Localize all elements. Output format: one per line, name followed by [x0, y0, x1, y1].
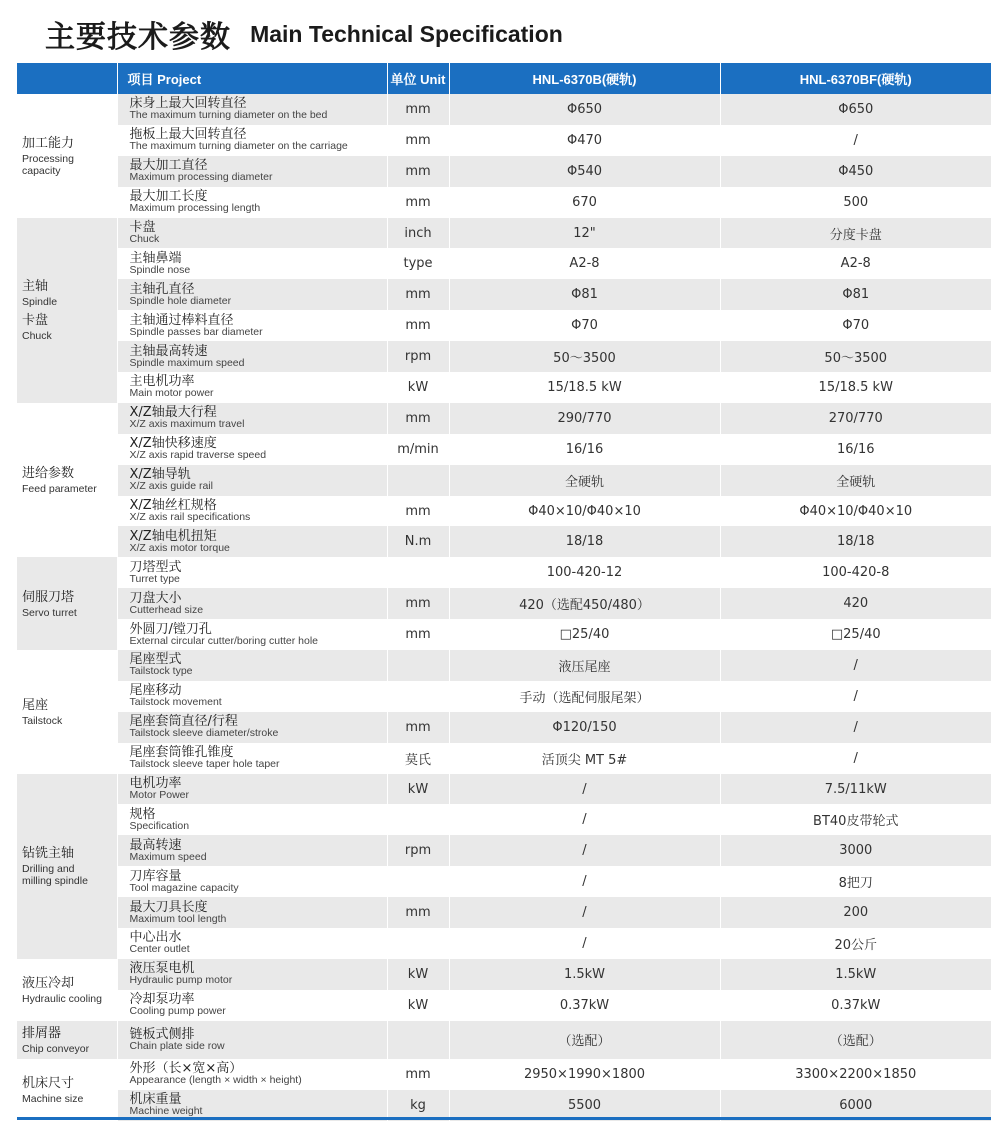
item-name-en: Maximum processing diameter — [129, 171, 273, 184]
item-name-cn: 刀盘大小 — [129, 590, 182, 606]
item-cell — [117, 557, 387, 588]
unit-cell: m/min — [387, 434, 449, 465]
group-label-cn: 卡盘 — [22, 313, 49, 329]
table-row — [17, 94, 991, 125]
table-row — [17, 218, 991, 249]
group-label-en: Chip conveyor — [22, 1042, 90, 1055]
table-row — [17, 866, 991, 897]
model-1-value: 100-420-12 — [449, 557, 720, 588]
item-name-en: The maximum turning diameter on the carriage — [129, 140, 348, 153]
model-2-value: 15/18.5 kW — [720, 372, 991, 403]
item-name-cn: 尾座套筒直径/行程 — [129, 714, 238, 730]
unit-cell — [387, 928, 449, 959]
table-row — [17, 465, 991, 496]
model-1-value: 420（选配450/480） — [449, 588, 720, 619]
table-row — [17, 1090, 991, 1121]
table-row — [17, 1059, 991, 1090]
group-label — [17, 218, 117, 403]
unit-cell: mm — [387, 94, 449, 125]
item-cell — [117, 959, 387, 990]
item-name-cn: 机床重量 — [129, 1092, 182, 1108]
item-name-en: X/Z axis rail specifications — [129, 511, 251, 524]
item-name-cn: X/Z轴导轨 — [129, 467, 191, 483]
table-row — [17, 650, 991, 681]
item-name-en: Cutterhead size — [129, 603, 204, 616]
group-label — [17, 1021, 117, 1059]
unit-cell: mm — [387, 156, 449, 187]
model-1-value: Φ470 — [449, 125, 720, 156]
item-name-en: Spindle passes bar diameter — [129, 325, 263, 338]
table-row — [17, 279, 991, 310]
model-1-value: 1.5kW — [449, 959, 720, 990]
item-cell — [117, 681, 387, 712]
model-2-value: 1.5kW — [720, 959, 991, 990]
unit-cell: kg — [387, 1090, 449, 1121]
model-2-value: 7.5/11kW — [720, 774, 991, 805]
model-1-value: / — [449, 928, 720, 959]
model-1-value: 670 — [449, 187, 720, 218]
item-cell — [117, 156, 387, 187]
model-2-value: 16/16 — [720, 434, 991, 465]
item-name-en: Tailstock sleeve taper hole taper — [129, 758, 280, 771]
item-cell — [117, 1059, 387, 1090]
item-name-en: Tailstock movement — [129, 696, 222, 709]
item-name-cn: 最高转速 — [129, 837, 182, 853]
model-1-value: 液压尾座 — [449, 650, 720, 681]
item-name-cn: 主轴孔直径 — [129, 281, 195, 297]
table-row — [17, 310, 991, 341]
unit-cell: mm — [387, 588, 449, 619]
item-name-cn: X/Z轴最大行程 — [129, 405, 217, 421]
model-1-value: Φ120/150 — [449, 712, 720, 743]
table-row — [17, 187, 991, 218]
unit-cell: kW — [387, 774, 449, 805]
item-cell — [117, 619, 387, 650]
model-2-value: □25/40 — [720, 619, 991, 650]
unit-cell — [387, 804, 449, 835]
item-cell — [117, 496, 387, 527]
model-1-value: 15/18.5 kW — [449, 372, 720, 403]
item-cell — [117, 434, 387, 465]
unit-cell: N.m — [387, 526, 449, 557]
item-name-en: X/Z axis motor torque — [129, 541, 230, 554]
model-2-value: 20公斤 — [720, 928, 991, 959]
table-row — [17, 341, 991, 372]
model-2-value: / — [720, 743, 991, 774]
table-row — [17, 526, 991, 557]
group-label-en: Tailstock — [22, 714, 63, 727]
header-unit: 单位 Unit — [387, 63, 449, 94]
model-2-value: / — [720, 650, 991, 681]
unit-cell — [387, 557, 449, 588]
model-1-value: Φ540 — [449, 156, 720, 187]
item-name-en: Spindle maximum speed — [129, 356, 245, 369]
table-row — [17, 928, 991, 959]
model-1-value: Φ650 — [449, 94, 720, 125]
item-name-cn: 尾座移动 — [129, 683, 182, 699]
header-model-1: HNL-6370B(硬轨) — [449, 63, 720, 94]
item-cell — [117, 866, 387, 897]
group-label-cn: 尾座 — [22, 697, 49, 713]
model-2-value: 420 — [720, 588, 991, 619]
item-name-cn: 外圆刀/镗刀孔 — [129, 621, 212, 637]
item-cell — [117, 526, 387, 557]
item-cell — [117, 804, 387, 835]
item-name-cn: 最大刀具长度 — [129, 899, 208, 915]
model-2-value: / — [720, 712, 991, 743]
model-2-value: 3300×2200×1850 — [720, 1059, 991, 1090]
group-label-en: milling spindle — [22, 875, 88, 888]
model-2-value: Φ40×10/Φ40×10 — [720, 496, 991, 527]
item-name-en: External circular cutter/boring cutter hole — [129, 634, 319, 647]
unit-cell: kW — [387, 372, 449, 403]
item-name-cn: 链板式侧排 — [129, 1026, 195, 1042]
header-group — [17, 63, 117, 94]
item-name-cn: X/Z轴快移速度 — [129, 436, 217, 452]
model-2-value: 3000 — [720, 835, 991, 866]
item-name-en: Spindle nose — [129, 263, 191, 276]
unit-cell: type — [387, 248, 449, 279]
model-2-value: 100-420-8 — [720, 557, 991, 588]
model-1-value: □25/40 — [449, 619, 720, 650]
item-cell — [117, 279, 387, 310]
table-body — [17, 94, 991, 1121]
model-1-value: Φ40×10/Φ40×10 — [449, 496, 720, 527]
model-1-value: / — [449, 866, 720, 897]
item-name-cn: X/Z轴电机扭矩 — [129, 528, 217, 544]
unit-cell: mm — [387, 403, 449, 434]
unit-cell: mm — [387, 496, 449, 527]
group-label-en: Feed parameter — [22, 483, 97, 496]
unit-cell — [387, 866, 449, 897]
model-2-value: 全硬轨 — [720, 465, 991, 496]
item-name-en: Turret type — [129, 572, 180, 585]
group-label-cn: 液压冷却 — [22, 975, 75, 991]
model-1-value: 5500 — [449, 1090, 720, 1121]
model-2-value: BT40皮带轮式 — [720, 804, 991, 835]
item-cell — [117, 990, 387, 1021]
item-name-en: Tool magazine capacity — [129, 881, 239, 894]
item-name-en: X/Z axis rapid traverse speed — [129, 449, 267, 462]
page-title — [45, 12, 563, 56]
item-cell — [117, 1021, 387, 1059]
model-2-value: 200 — [720, 897, 991, 928]
table-row — [17, 897, 991, 928]
spec-table — [17, 63, 991, 1121]
item-name-en: Specification — [129, 819, 190, 832]
model-2-value: Φ70 — [720, 310, 991, 341]
model-2-value: 18/18 — [720, 526, 991, 557]
model-1-value: / — [449, 804, 720, 835]
item-name-en: Chain plate side row — [129, 1039, 225, 1052]
table-row — [17, 372, 991, 403]
model-2-value: 500 — [720, 187, 991, 218]
unit-cell: mm — [387, 1059, 449, 1090]
item-cell — [117, 588, 387, 619]
item-name-en: Motor Power — [129, 789, 190, 802]
model-2-value: 分度卡盘 — [720, 218, 991, 249]
item-cell — [117, 403, 387, 434]
item-name-cn: 中心出水 — [129, 930, 182, 946]
model-1-value: / — [449, 835, 720, 866]
table-row — [17, 1021, 991, 1059]
table-row — [17, 774, 991, 805]
item-cell — [117, 897, 387, 928]
item-name-cn: 刀库容量 — [129, 868, 182, 884]
item-cell — [117, 774, 387, 805]
group-label-en: Servo turret — [22, 606, 77, 619]
item-cell — [117, 310, 387, 341]
table-row — [17, 835, 991, 866]
item-name-en: Maximum processing length — [129, 202, 261, 215]
item-name-cn: 床身上最大回转直径 — [129, 96, 247, 112]
item-name-en: Maximum speed — [129, 850, 207, 863]
group-label-en: Processing — [22, 152, 74, 165]
model-1-value: / — [449, 897, 720, 928]
item-cell — [117, 372, 387, 403]
unit-cell: mm — [387, 187, 449, 218]
item-name-en: Center outlet — [129, 943, 190, 956]
item-name-cn: 最大加工长度 — [129, 189, 208, 205]
unit-cell — [387, 1021, 449, 1059]
model-2-value: 0.37kW — [720, 990, 991, 1021]
group-label-en: capacity — [22, 164, 61, 177]
table-row — [17, 681, 991, 712]
item-name-cn: 液压泵电机 — [129, 961, 195, 977]
item-cell — [117, 94, 387, 125]
item-cell — [117, 835, 387, 866]
item-name-cn: 主轴通过棒料直径 — [129, 312, 234, 328]
model-1-value: 活顶尖 MT 5# — [449, 743, 720, 774]
unit-cell — [387, 465, 449, 496]
table-row — [17, 712, 991, 743]
unit-cell: mm — [387, 310, 449, 341]
model-1-value: 16/16 — [449, 434, 720, 465]
model-2-value: / — [720, 125, 991, 156]
unit-cell: rpm — [387, 835, 449, 866]
model-1-value: Φ70 — [449, 310, 720, 341]
item-name-en: X/Z axis guide rail — [129, 480, 213, 493]
group-label-cn: 进给参数 — [22, 466, 75, 482]
model-2-value: A2-8 — [720, 248, 991, 279]
item-name-cn: 电机功率 — [129, 776, 182, 792]
group-label-cn: 加工能力 — [22, 135, 75, 151]
item-name-cn: 冷却泵功率 — [129, 992, 195, 1008]
model-1-value: 12" — [449, 218, 720, 249]
table-header-row — [17, 63, 991, 94]
unit-cell: kW — [387, 990, 449, 1021]
item-name-cn: 刀塔型式 — [129, 559, 182, 575]
unit-cell: inch — [387, 218, 449, 249]
item-name-cn: 拖板上最大回转直径 — [129, 127, 247, 143]
group-label — [17, 403, 117, 557]
group-label-en: Chuck — [22, 330, 52, 343]
model-2-value: Φ81 — [720, 279, 991, 310]
table-row — [17, 557, 991, 588]
item-name-en: Chuck — [129, 233, 160, 245]
item-name-cn: 尾座套筒锥孔锥度 — [129, 745, 234, 761]
item-cell — [117, 743, 387, 774]
item-cell — [117, 218, 387, 249]
item-cell — [117, 1090, 387, 1121]
item-name-cn: 规格 — [129, 806, 156, 822]
item-name-en: The maximum turning diameter on the bed — [129, 109, 328, 122]
unit-cell: mm — [387, 279, 449, 310]
table-row — [17, 496, 991, 527]
table-row — [17, 434, 991, 465]
table-row — [17, 743, 991, 774]
item-name-cn: 外形（长×宽×高） — [129, 1061, 243, 1077]
bottom-divider — [17, 1117, 991, 1120]
model-2-value: Φ450 — [720, 156, 991, 187]
model-1-value: / — [449, 774, 720, 805]
title-chinese: 主要技术参数 — [45, 20, 231, 55]
group-label — [17, 94, 117, 218]
model-1-value: 290/770 — [449, 403, 720, 434]
model-1-value: A2-8 — [449, 248, 720, 279]
model-1-value: （选配） — [449, 1021, 720, 1059]
table-row — [17, 804, 991, 835]
item-cell — [117, 465, 387, 496]
unit-cell: mm — [387, 897, 449, 928]
group-label-en: Machine size — [22, 1092, 84, 1105]
group-label-en: Drilling and — [22, 863, 75, 876]
group-label — [17, 1059, 117, 1121]
item-name-en: Maximum tool length — [129, 912, 227, 925]
model-1-value: Φ81 — [449, 279, 720, 310]
item-name-cn: 卡盘 — [129, 220, 156, 235]
group-label — [17, 774, 117, 959]
item-name-cn: 最大加工直径 — [129, 158, 208, 174]
group-label-cn: 钻铣主轴 — [22, 846, 75, 862]
item-name-cn: 主轴鼻端 — [129, 250, 182, 266]
model-2-value: Φ650 — [720, 94, 991, 125]
model-2-value: / — [720, 681, 991, 712]
unit-cell: kW — [387, 959, 449, 990]
table-row — [17, 619, 991, 650]
unit-cell — [387, 650, 449, 681]
unit-cell: 莫氏 — [387, 743, 449, 774]
group-label-en: Hydraulic cooling — [22, 992, 102, 1005]
item-name-cn: 主轴最高转速 — [129, 343, 208, 359]
title-english: Main Technical Specification — [250, 20, 563, 47]
model-1-value: 0.37kW — [449, 990, 720, 1021]
model-1-value: 手动（选配伺服尾架） — [449, 681, 720, 712]
item-name-en: Spindle hole diameter — [129, 294, 232, 307]
header-project: 项目 Project — [117, 63, 387, 94]
model-1-value: 18/18 — [449, 526, 720, 557]
item-cell — [117, 125, 387, 156]
model-2-value: 270/770 — [720, 403, 991, 434]
model-2-value: 6000 — [720, 1090, 991, 1121]
table-row — [17, 156, 991, 187]
table-row — [17, 959, 991, 990]
item-name-en: Appearance (length × width × height) — [129, 1074, 302, 1087]
model-1-value: 50～3500 — [449, 341, 720, 372]
group-label-cn: 伺服刀塔 — [22, 589, 75, 605]
item-name-en: X/Z axis maximum travel — [129, 418, 245, 431]
group-label-cn: 排屑器 — [22, 1025, 62, 1041]
item-name-en: Tailstock type — [129, 665, 193, 678]
group-label-en: Spindle — [22, 296, 58, 309]
item-name-en: Cooling pump power — [129, 1005, 226, 1018]
table-row — [17, 403, 991, 434]
table-row — [17, 125, 991, 156]
item-name-en: Hydraulic pump motor — [129, 974, 233, 987]
item-name-cn: X/Z轴丝杠规格 — [129, 498, 217, 514]
item-name-en: Main motor power — [129, 387, 214, 400]
item-cell — [117, 248, 387, 279]
item-cell — [117, 187, 387, 218]
header-model-2: HNL-6370BF(硬轨) — [720, 63, 991, 94]
unit-cell: mm — [387, 619, 449, 650]
item-cell — [117, 650, 387, 681]
table-row — [17, 990, 991, 1021]
item-cell — [117, 712, 387, 743]
group-label — [17, 650, 117, 774]
group-label — [17, 959, 117, 1021]
table-row — [17, 588, 991, 619]
group-label — [17, 557, 117, 650]
model-2-value: 50～3500 — [720, 341, 991, 372]
model-1-value: 2950×1990×1800 — [449, 1059, 720, 1090]
unit-cell: mm — [387, 712, 449, 743]
item-name-cn: 主电机功率 — [129, 374, 195, 390]
item-name-cn: 尾座型式 — [129, 652, 182, 668]
group-label-cn: 主轴 — [22, 279, 49, 295]
unit-cell: mm — [387, 125, 449, 156]
model-1-value: 全硬轨 — [449, 465, 720, 496]
group-label-cn: 机床尺寸 — [22, 1075, 75, 1091]
item-name-en: Machine weight — [129, 1105, 203, 1118]
table-row — [17, 248, 991, 279]
unit-cell: rpm — [387, 341, 449, 372]
model-2-value: （选配） — [720, 1021, 991, 1059]
item-name-en: Tailstock sleeve diameter/stroke — [129, 727, 279, 740]
model-2-value: 8把刀 — [720, 866, 991, 897]
item-cell — [117, 928, 387, 959]
unit-cell — [387, 681, 449, 712]
item-cell — [117, 341, 387, 372]
